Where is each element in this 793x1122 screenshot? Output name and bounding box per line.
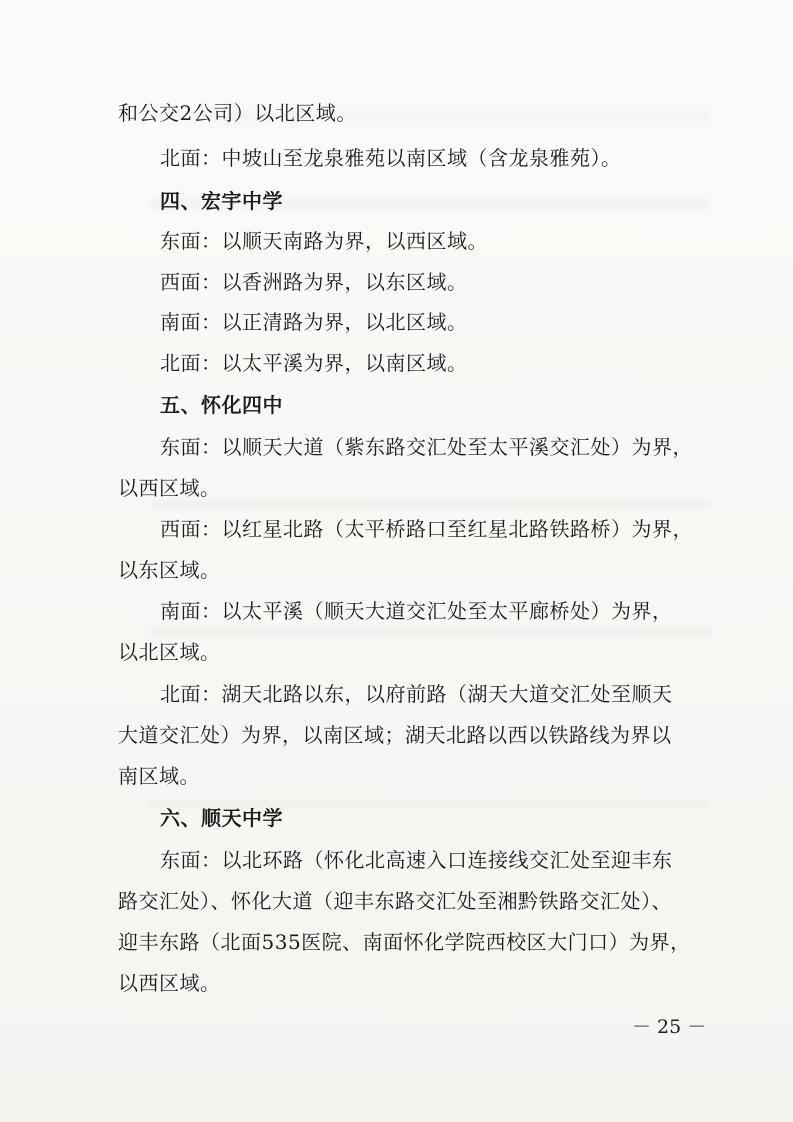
body-line: 东面：以顺天大道（紫东路交汇处至太平溪交汇处）为界，	[160, 435, 693, 459]
body-line: 以北区域。	[118, 640, 221, 664]
bleed-through-shadow	[150, 500, 710, 508]
body-line: 迎丰东路（北面535医院、南面怀化学院西校区大门口）为界，	[118, 930, 691, 954]
section-heading: 五、怀化四中	[160, 393, 283, 417]
body-line: 南面：以太平溪（顺天大道交汇处至太平廊桥处）为界，	[160, 599, 673, 623]
body-line: 北面：中坡山至龙泉雅苑以南区域（含龙泉雅苑）。	[160, 146, 622, 170]
body-line: 以西区域。	[118, 971, 221, 995]
body-line: 北面：湖天北路以东，以府前路（湖天大道交汇处至顺天	[160, 682, 673, 706]
body-line: 以西区域。	[118, 476, 221, 500]
body-line: 西面：以香洲路为界，以东区域。	[160, 270, 468, 294]
body-line: 东面：以顺天南路为界，以西区域。	[160, 229, 488, 253]
body-line: 南面：以正清路为界，以北区域。	[160, 310, 468, 334]
body-line: 东面：以北环路（怀化北高速入口连接线交汇处至迎丰东	[160, 848, 673, 872]
page-number: － 25 －	[632, 1016, 707, 1038]
body-line: 大道交汇处）为界，以南区域；湖天北路以西以铁路线为界以	[118, 723, 672, 747]
section-heading: 六、顺天中学	[160, 806, 283, 830]
bleed-through-shadow	[150, 628, 710, 636]
body-line: 西面：以红星北路（太平桥路口至红星北路铁路桥）为界，	[160, 517, 693, 541]
body-line: 路交汇处）、怀化大道（迎丰东路交汇处至湘黔铁路交汇处）、	[118, 889, 672, 913]
body-line: 南区域。	[118, 764, 200, 788]
body-line: 和公交2公司）以北区域。	[118, 101, 357, 125]
body-line: 以东区域。	[118, 558, 221, 582]
section-heading: 四、宏宇中学	[160, 189, 283, 213]
body-line: 北面：以太平溪为界，以南区域。	[160, 351, 468, 375]
